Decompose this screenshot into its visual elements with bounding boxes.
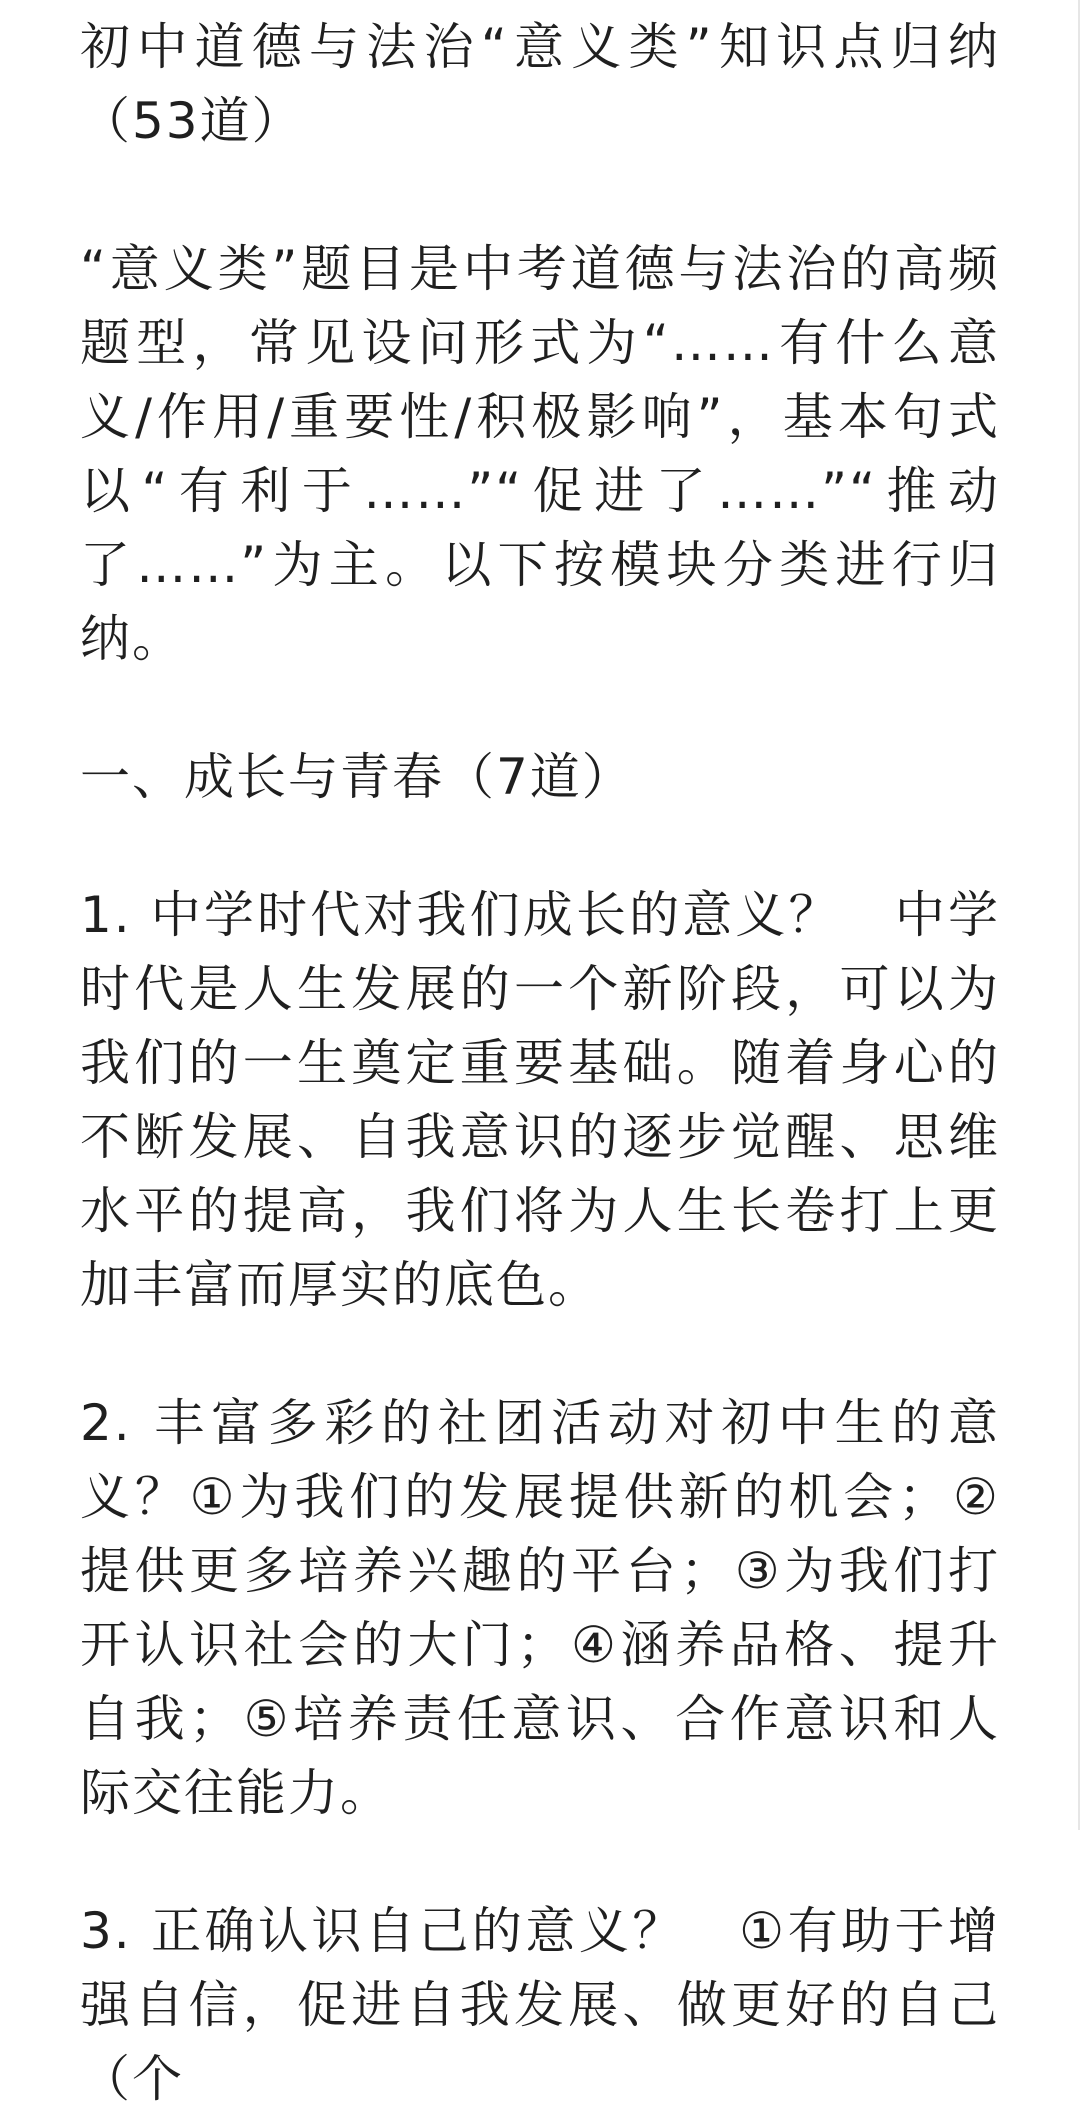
question-1: 1. 中学时代对我们成长的意义？ 中学时代是人生发展的一个新阶段，可以为我们的一生奠定重要基础。随着身心的不断发展、自我意识的逐步觉醒、思维水平的提高，我们将为人生长卷打上更加丰富而厚实的底色。 <box>80 886 1000 1314</box>
article-title: 初中道德与法治“意义类”知识点归纳（53道） <box>80 18 1000 150</box>
article-body <box>80 0 1000 2116</box>
intro-paragraph: “意义类”题目是中考道德与法治的高频题型，常见设问形式为“……有什么意义/作用/重要性/积极影响”，基本句式以“有利于……”“促进了……”“推动了……”为主。以下按模块分类进行归纳。 <box>80 240 1000 668</box>
section-heading: 一、成长与青春（7道） <box>80 748 634 806</box>
question-3: 3. 正确认识自己的意义？ ①有助于增强自信，促进自我发展、做更好的自己（个 <box>80 1902 1000 2108</box>
question-2: 2. 丰富多彩的社团活动对初中生的意义？①为我们的发展提供新的机会；②提供更多培养兴趣的平台；③为我们打开认识社会的大门；④涵养品格、提升自我；⑤培养责任意识、合作意识和人际交往能力。 <box>80 1394 1000 1822</box>
